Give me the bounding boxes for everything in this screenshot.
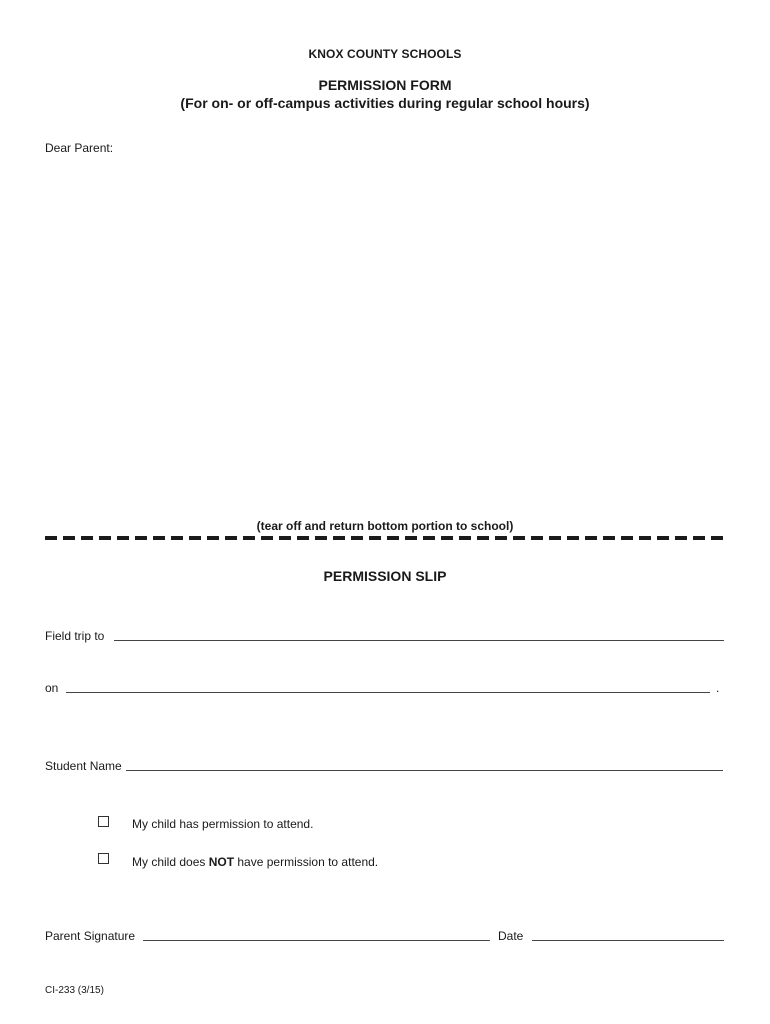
student-name-label: Student Name: [45, 759, 122, 773]
form-subtitle: (For on- or off-campus activities during regular school hours): [180, 95, 590, 111]
permission-granted-label: My child has permission to attend.: [132, 817, 314, 831]
trip-date-label: on: [45, 681, 59, 695]
parent-signature-label: Parent Signature: [45, 929, 136, 943]
parent-signature-field[interactable]: [143, 940, 490, 941]
permission-denied-label: My child does NOT have permission to attend.: [132, 855, 379, 869]
form-title: PERMISSION FORM: [318, 77, 452, 93]
permission-denied-checkbox[interactable]: [98, 853, 109, 864]
form-code: CI-233 (3/15): [45, 985, 104, 996]
tear-off-dashed-line: [45, 536, 725, 540]
permission-granted-checkbox[interactable]: [98, 816, 109, 827]
permission-slip-title: PERMISSION SLIP: [323, 568, 447, 584]
letter-greeting: Dear Parent:: [45, 141, 114, 155]
trip-date-field[interactable]: [66, 692, 710, 693]
district-name: KNOX COUNTY SCHOOLS: [308, 47, 462, 61]
field-trip-destination-field[interactable]: [114, 640, 724, 641]
student-name-field[interactable]: [126, 770, 723, 771]
trip-date-period: .: [716, 681, 720, 695]
field-trip-label: Field trip to: [45, 629, 105, 643]
tear-off-instruction: (tear off and return bottom portion to school): [256, 519, 514, 533]
signature-date-field[interactable]: [532, 940, 724, 941]
signature-date-label: Date: [498, 929, 524, 943]
